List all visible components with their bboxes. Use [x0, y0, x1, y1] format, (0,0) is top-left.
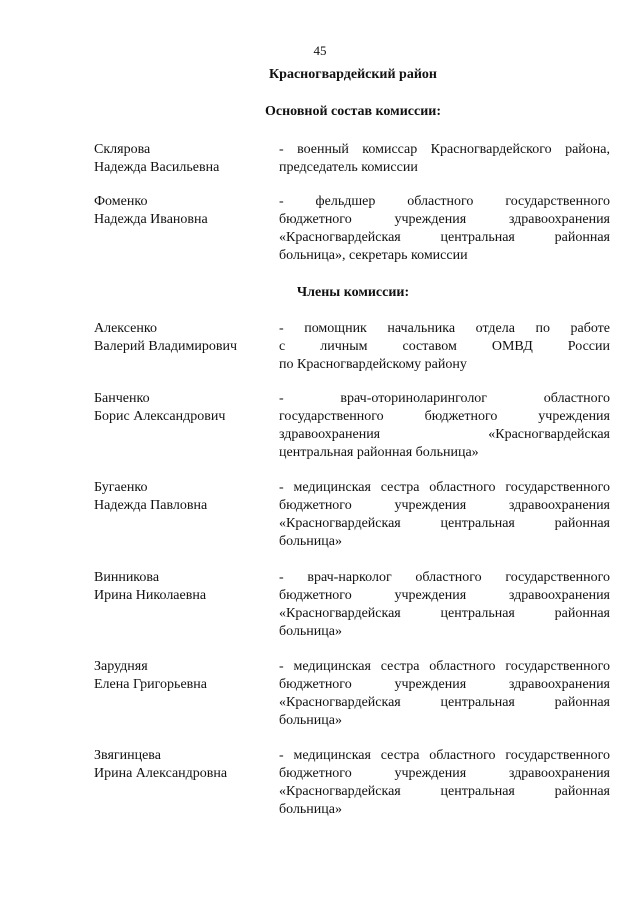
- role-line: по Красногвардейскому району: [279, 357, 467, 372]
- person-name: [94, 320, 279, 374]
- role-line: - военный комиссар Красногвардейского района,: [279, 142, 610, 157]
- role-line: больница»: [279, 802, 342, 817]
- person-surname: Винникова: [94, 570, 160, 585]
- person-name: [94, 658, 279, 730]
- role-line: «Красногвардейская центральная районная: [279, 230, 610, 245]
- role-line: - медицинская сестра областного государственного: [279, 659, 610, 674]
- person-role: [279, 747, 610, 819]
- district-title: Красногвардейский район: [269, 67, 437, 82]
- role-line: - врач-оториноларинголог областного: [279, 391, 610, 406]
- role-line: - медицинская сестра областного государственного: [279, 748, 610, 763]
- person-role: [279, 390, 610, 462]
- person-given-names: Надежда Павловна: [94, 498, 208, 513]
- role-line: «Красногвардейская центральная районная: [279, 695, 610, 710]
- commission-entry: [94, 658, 610, 730]
- role-line: - врач-нарколог областного государственного: [279, 570, 610, 585]
- person-surname: Банченко: [94, 391, 150, 406]
- person-role: [279, 193, 610, 265]
- commission-entry: [94, 193, 610, 265]
- person-surname: Фоменко: [94, 194, 148, 209]
- role-line: бюджетного учреждения здравоохранения: [279, 677, 610, 692]
- person-given-names: Надежда Васильевна: [94, 160, 220, 175]
- person-given-names: Ирина Александровна: [94, 766, 228, 781]
- role-line: бюджетного учреждения здравоохранения: [279, 588, 610, 603]
- person-name: [94, 193, 279, 265]
- person-name: [94, 479, 279, 551]
- role-line: бюджетного учреждения здравоохранения: [279, 498, 610, 513]
- role-line: бюджетного учреждения здравоохранения: [279, 212, 610, 227]
- person-role: [279, 320, 610, 374]
- person-surname: Алексенко: [94, 321, 157, 336]
- commission-entry: [94, 141, 610, 177]
- page-number: 45: [313, 43, 327, 58]
- members-heading: Члены комиссии:: [296, 285, 410, 300]
- person-name: [94, 390, 279, 462]
- person-role: [279, 479, 610, 551]
- person-role: [279, 658, 610, 730]
- role-line: больница»: [279, 534, 342, 549]
- person-surname: Бугаенко: [94, 480, 148, 495]
- person-given-names: Надежда Ивановна: [94, 212, 208, 227]
- person-name: [94, 569, 279, 641]
- role-line: здравоохранения «Красногвардейская: [279, 427, 610, 442]
- person-given-names: Ирина Николаевна: [94, 588, 207, 603]
- commission-entry: [94, 320, 610, 374]
- person-role: [279, 569, 610, 641]
- person-surname: Склярова: [94, 142, 151, 157]
- person-role: [279, 141, 610, 177]
- commission-entry: [94, 747, 610, 819]
- person-name: [94, 747, 279, 819]
- role-line: больница»: [279, 624, 342, 639]
- person-given-names: Валерий Владимирович: [94, 339, 238, 354]
- role-line: бюджетного учреждения здравоохранения: [279, 766, 610, 781]
- commission-entry: [94, 479, 610, 551]
- role-line: председатель комиссии: [279, 160, 418, 175]
- role-line: - помощник начальника отдела по работе: [279, 321, 610, 336]
- role-line: - медицинская сестра областного государственного: [279, 480, 610, 495]
- person-name: [94, 141, 279, 177]
- main-composition-heading: Основной состав комиссии:: [265, 104, 441, 119]
- person-surname: Звягинцева: [94, 748, 161, 763]
- role-line: больница»: [279, 713, 342, 728]
- role-line: государственного бюджетного учреждения: [279, 409, 610, 424]
- commission-entry: [94, 390, 610, 462]
- person-given-names: Борис Александрович: [94, 409, 226, 424]
- person-given-names: Елена Григорьевна: [94, 677, 207, 692]
- role-line: центральная районная больница»: [279, 445, 479, 460]
- role-line: больница», секретарь комиссии: [279, 248, 468, 263]
- role-line: «Красногвардейская центральная районная: [279, 784, 610, 799]
- role-line: «Красногвардейская центральная районная: [279, 516, 610, 531]
- person-surname: Зарудняя: [94, 659, 148, 674]
- role-line: «Красногвардейская центральная районная: [279, 606, 610, 621]
- role-line: - фельдшер областного государственного: [279, 194, 610, 209]
- commission-entry: [94, 569, 610, 641]
- role-line: с личным составом ОМВД России: [279, 339, 610, 354]
